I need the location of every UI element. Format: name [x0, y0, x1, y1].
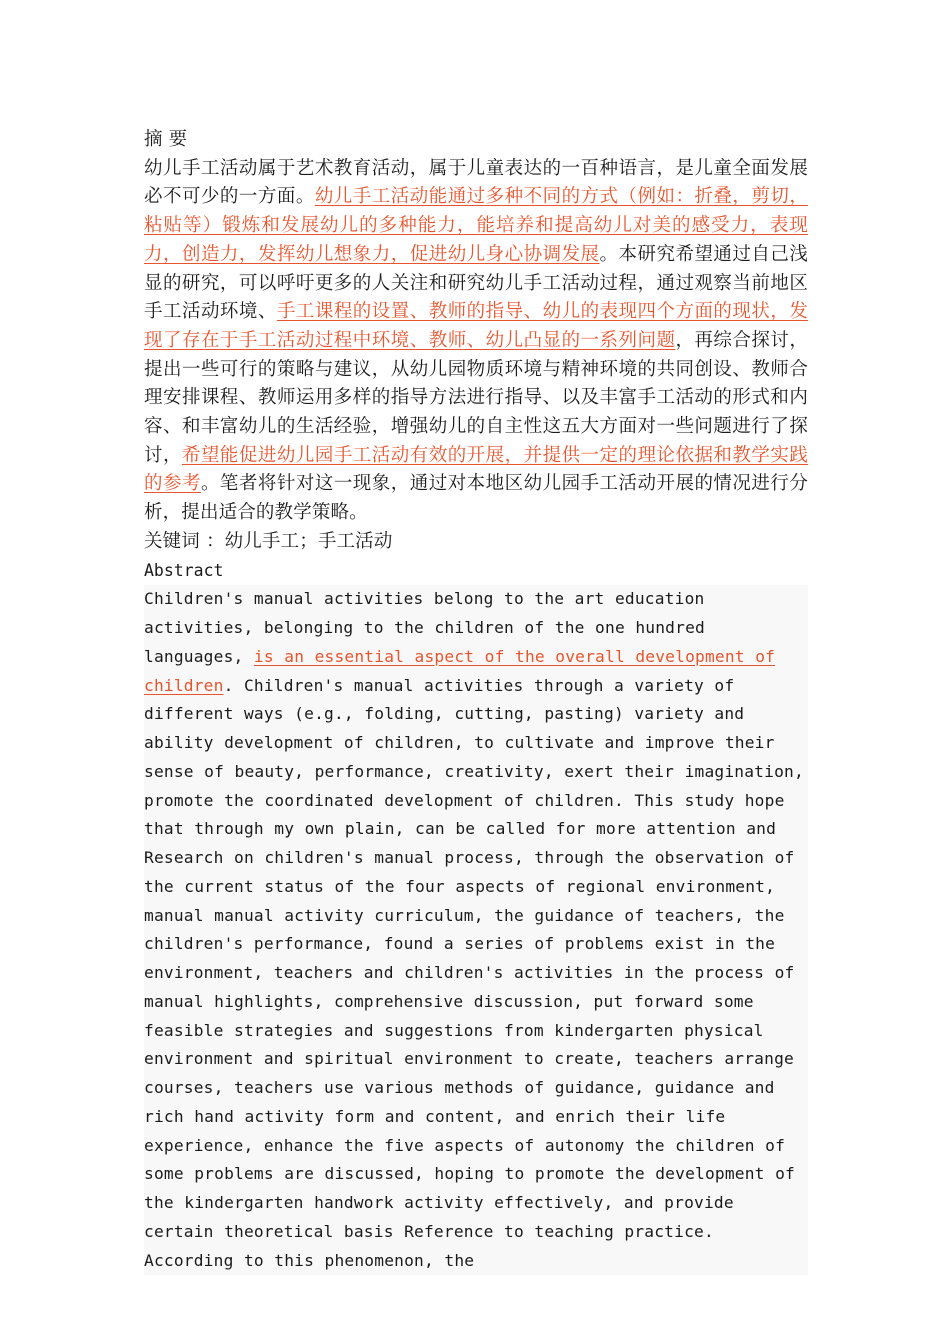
chinese-abstract-text-1: 幼儿手工活动属于艺术教育活动，属于儿童表达的一百种语言，是儿童全面发展必不可少的一方面。: [144, 157, 808, 208]
chinese-abstract-highlight-3: 希望能促进幼儿园手工活动有效的开展，并提供一定的理论依据和教学实践的参考: [144, 444, 808, 495]
chinese-abstract-highlight-2: 手工课程的设置、教师的指导、幼儿的表现四个方面的现状，发现了存在于手工活动过程中环境、教师、幼儿凸显的一系列问题: [144, 301, 808, 351]
document-page: [144, 126, 808, 1275]
chinese-abstract-text-2: 。本研究希望通过自己浅显的研究，可以呼吁更多的人关注和研究幼儿手工活动过程，通过观察当前地区手工活动环境、: [144, 243, 809, 323]
english-abstract-text-1: Children's manual activities belong to the art education activities, belonging to the children of the one hundred languages,: [144, 589, 705, 666]
chinese-abstract-text-4: 。笔者将针对这一现象，通过对本地区幼儿园手工活动开展的情况进行分析，提出适合的教学策略。: [144, 473, 808, 524]
english-abstract-text-2: . Children's manual activities through a variety of different ways (e.g., folding, cutting, pasting) variety and ability development of children, to cultivate and improve their sense of beauty, performance, creativity, exert their imagination, promote the coordinated development of children. This study hope that through my own plain, can be called for more attention and Research on children's manual process, through the observation of the current status of the four aspects of regional environment, manual manual activity curriculum, the guidance of teachers, the children's performance, found a series of problems exist in the environment, teachers and children's activities in the process of manual highlights, comprehensive discussion, put forward some feasible strategies and suggestions from kindergarten physical environment and spiritual environment to create, teachers arrange courses, teachers use various methods of guidance, guidance and rich hand activity form and content, and enrich their life experience, enhance the five aspects of autonomy the children of some problems are discussed, hoping to promote the development of the kindergarten handwork activity effectively, and provide certain theoretical basis Reference to teaching practice. According to this phenomenon, the: [144, 675, 804, 1270]
chinese-abstract-highlight-1: 幼儿手工活动能通过多种不同的方式（例如：折叠，剪切，粘贴等）锻炼和发展幼儿的多种能力，能培养和提高幼儿对美的感受力，表现力，创造力，发挥幼儿想象力，促进幼儿身心协调发展: [144, 186, 808, 265]
english-abstract-heading: Abstract: [144, 560, 224, 580]
chinese-abstract-text-3: ，再综合探讨，提出一些可行的策略与建议，从幼儿园物质环境与精神环境的共同创设、教师合理安排课程、教师运用多样的指导方法进行指导、以及丰富手工活动的形式和内容、和丰富幼儿的生活经验，增强幼儿的自主性这五大方面对一些问题进行了探讨，: [144, 329, 809, 466]
chinese-abstract-body: [144, 155, 808, 528]
english-abstract-highlight: is an essential aspect of the overall development of children: [144, 646, 776, 695]
chinese-keywords: 关键词 ：幼儿手工；手工活动: [144, 530, 393, 552]
english-abstract-body: [144, 585, 808, 1275]
chinese-abstract-heading: 摘 要: [144, 129, 188, 150]
